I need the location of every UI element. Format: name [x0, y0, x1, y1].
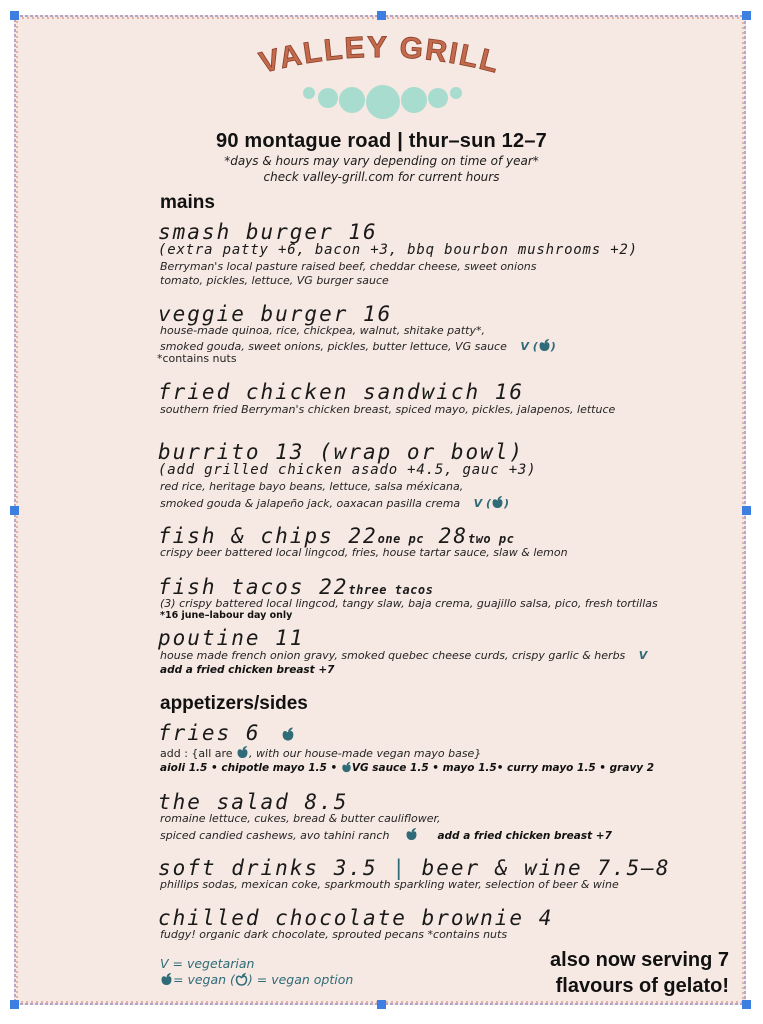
fish-tacos-desc: (3) crispy battered local lingcod, tangy slaw, baja crema, guajillo salsa, pico, fresh tortillas — [160, 597, 658, 610]
resize-handle-bottom-right[interactable] — [742, 1000, 751, 1009]
drinks-separator: | — [392, 856, 407, 880]
veg-mark-text: V ( — [473, 497, 492, 510]
resize-handle-top-left[interactable] — [10, 11, 19, 20]
vegan-leaf-icon — [160, 972, 173, 986]
resize-handle-middle-left[interactable] — [10, 506, 19, 515]
poutine-desc — [160, 649, 647, 662]
legend-vegetarian: V = vegetarian — [160, 956, 255, 971]
vegan-leaf-icon — [491, 495, 504, 509]
fries-sauces-b: VG sauce 1.5 • mayo 1.5• curry mayo 1.5 • gravy 2 — [351, 762, 655, 774]
veg-mark-close: ) — [550, 340, 556, 353]
brand-name: VALLEY GRILL — [256, 34, 504, 80]
brownie-desc: fudgy! organic dark chocolate, sprouted pecans *contains nuts — [160, 928, 508, 941]
item-veggie-burger: veggie burger 16 — [158, 302, 393, 326]
burrito-desc-2 — [160, 495, 509, 510]
salad-desc-2 — [160, 827, 612, 842]
fish-chips-suffix-one: one pc — [377, 532, 425, 546]
fries-sauces — [160, 761, 654, 774]
item-smash-burger: smash burger 16 — [158, 220, 378, 244]
vegetarian-mark: V — [638, 649, 648, 662]
vegan-leaf-icon — [341, 761, 352, 773]
burrito-desc-1: red rice, heritage bayo beans, lettuce, salsa méxicana, — [160, 480, 464, 493]
smash-burger-desc-1: Berryman's local pasture raised beef, cheddar cheese, sweet onions — [160, 260, 537, 273]
valley-grill-logo — [230, 34, 530, 84]
vegan-leaf-icon — [538, 338, 551, 352]
address-hours: 90 montague road | thur–sun 12–7 — [216, 130, 547, 152]
soft-drinks-title: soft drinks 3.5 — [158, 856, 378, 880]
fish-chips-price-two: 28 — [438, 524, 468, 548]
item-fish-tacos — [158, 575, 433, 599]
website-note: check valley-grill.com for current hours — [263, 170, 500, 184]
vegan-leaf-icon — [281, 726, 295, 742]
gelato-promo-line-1: also now serving 7 — [550, 949, 729, 971]
legend-vegan-text-a: = vegan ( — [173, 972, 235, 987]
contains-nuts-note: *contains nuts — [157, 352, 237, 365]
beer-wine-title: beer & wine 7.5–8 — [421, 856, 671, 880]
fish-chips-suffix-two: two pc — [467, 532, 515, 546]
hours-note: *days & hours may vary depending on time of year* — [224, 154, 539, 168]
resize-handle-top-right[interactable] — [742, 11, 751, 20]
item-chilled-chocolate-brownie: chilled chocolate brownie 4 — [158, 906, 554, 930]
fried-chicken-desc: southern fried Berryman's chicken breast, spiced mayo, pickles, jalapenos, lettuce — [160, 403, 616, 416]
item-fries — [158, 721, 295, 745]
veg-option-mark — [520, 340, 555, 353]
logo-dots — [300, 80, 470, 124]
fish-tacos-title: fish tacos 22 — [158, 575, 349, 599]
item-drinks — [158, 856, 671, 880]
drinks-desc: phillips sodas, mexican coke, sparkmouth sparkling water, selection of beer & wine — [160, 878, 619, 891]
fish-chips-desc: crispy beer battered local lingcod, fries, house tartar sauce, slaw & lemon — [160, 546, 568, 559]
vegan-leaf-icon — [236, 745, 249, 759]
svg-text:VALLEY GRILL — [256, 34, 504, 80]
resize-handle-bottom-center[interactable] — [377, 1000, 386, 1009]
item-poutine: poutine 11 — [158, 626, 305, 650]
poutine-desc-text: house made french onion gravy, smoked quebec cheese curds, crispy garlic & herbs — [160, 649, 626, 662]
fries-add-note — [160, 745, 481, 760]
fries-add-text-b: , with our house-made vegan mayo base} — [249, 747, 482, 760]
smash-burger-desc-2: tomato, pickles, lettuce, VG burger sauce — [160, 274, 389, 287]
salad-addon: add a fried chicken breast +7 — [437, 830, 612, 842]
item-the-salad: the salad 8.5 — [158, 790, 349, 814]
item-burrito: burrito 13 (wrap or bowl) — [158, 440, 525, 464]
veggie-burger-desc-2-text: smoked gouda, sweet onions, pickles, butter lettuce, VG sauce — [160, 340, 507, 353]
burrito-extras: (add grilled chicken asado +4.5, gauc +3) — [158, 462, 537, 478]
gelato-promo-line-2: flavours of gelato! — [555, 975, 729, 997]
item-fried-chicken-sandwich: fried chicken sandwich 16 — [158, 380, 525, 404]
vegan-leaf-icon — [405, 827, 418, 841]
item-fish-and-chips — [158, 524, 514, 548]
fish-chips-price-one: fish & chips 22 — [158, 524, 378, 548]
smash-burger-extras: (extra patty +6, bacon +3, bbq bourbon mushrooms +2) — [158, 242, 638, 258]
fries-sauces-a: aioli 1.5 • chipotle mayo 1.5 • — [160, 762, 341, 774]
legend-vegan — [160, 972, 353, 987]
burrito-desc-2-text: smoked gouda & jalapeño jack, oaxacan pasilla crema — [160, 497, 461, 510]
fish-tacos-season-note: *16 june–labour day only — [160, 610, 293, 621]
salad-desc-1: romaine lettuce, cukes, bread & butter cauliflower, — [160, 812, 441, 825]
section-appetizers-sides: appetizers/sides — [160, 693, 308, 714]
resize-handle-bottom-left[interactable] — [10, 1000, 19, 1009]
veg-mark-close: ) — [504, 497, 510, 510]
resize-handle-middle-right[interactable] — [742, 506, 751, 515]
salad-desc-2-text: spiced candied cashews, avo tahini ranch — [160, 829, 390, 842]
fries-add-text-a: add : {all are — [160, 747, 237, 760]
fries-title: fries 6 — [158, 721, 261, 745]
resize-handle-top-center[interactable] — [377, 11, 386, 20]
veg-mark-text: V ( — [520, 340, 538, 353]
veggie-burger-desc-2 — [160, 338, 556, 353]
veg-option-mark — [474, 497, 509, 510]
poutine-addon: add a fried chicken breast +7 — [160, 664, 335, 676]
veggie-burger-desc-1: house-made quinoa, rice, chickpea, walnut, shitake patty*, — [160, 324, 485, 337]
fish-tacos-suffix: three tacos — [348, 583, 434, 597]
vegan-option-icon — [235, 972, 248, 986]
legend-vegan-text-b: ) = vegan option — [247, 972, 354, 987]
section-mains: mains — [160, 192, 215, 213]
